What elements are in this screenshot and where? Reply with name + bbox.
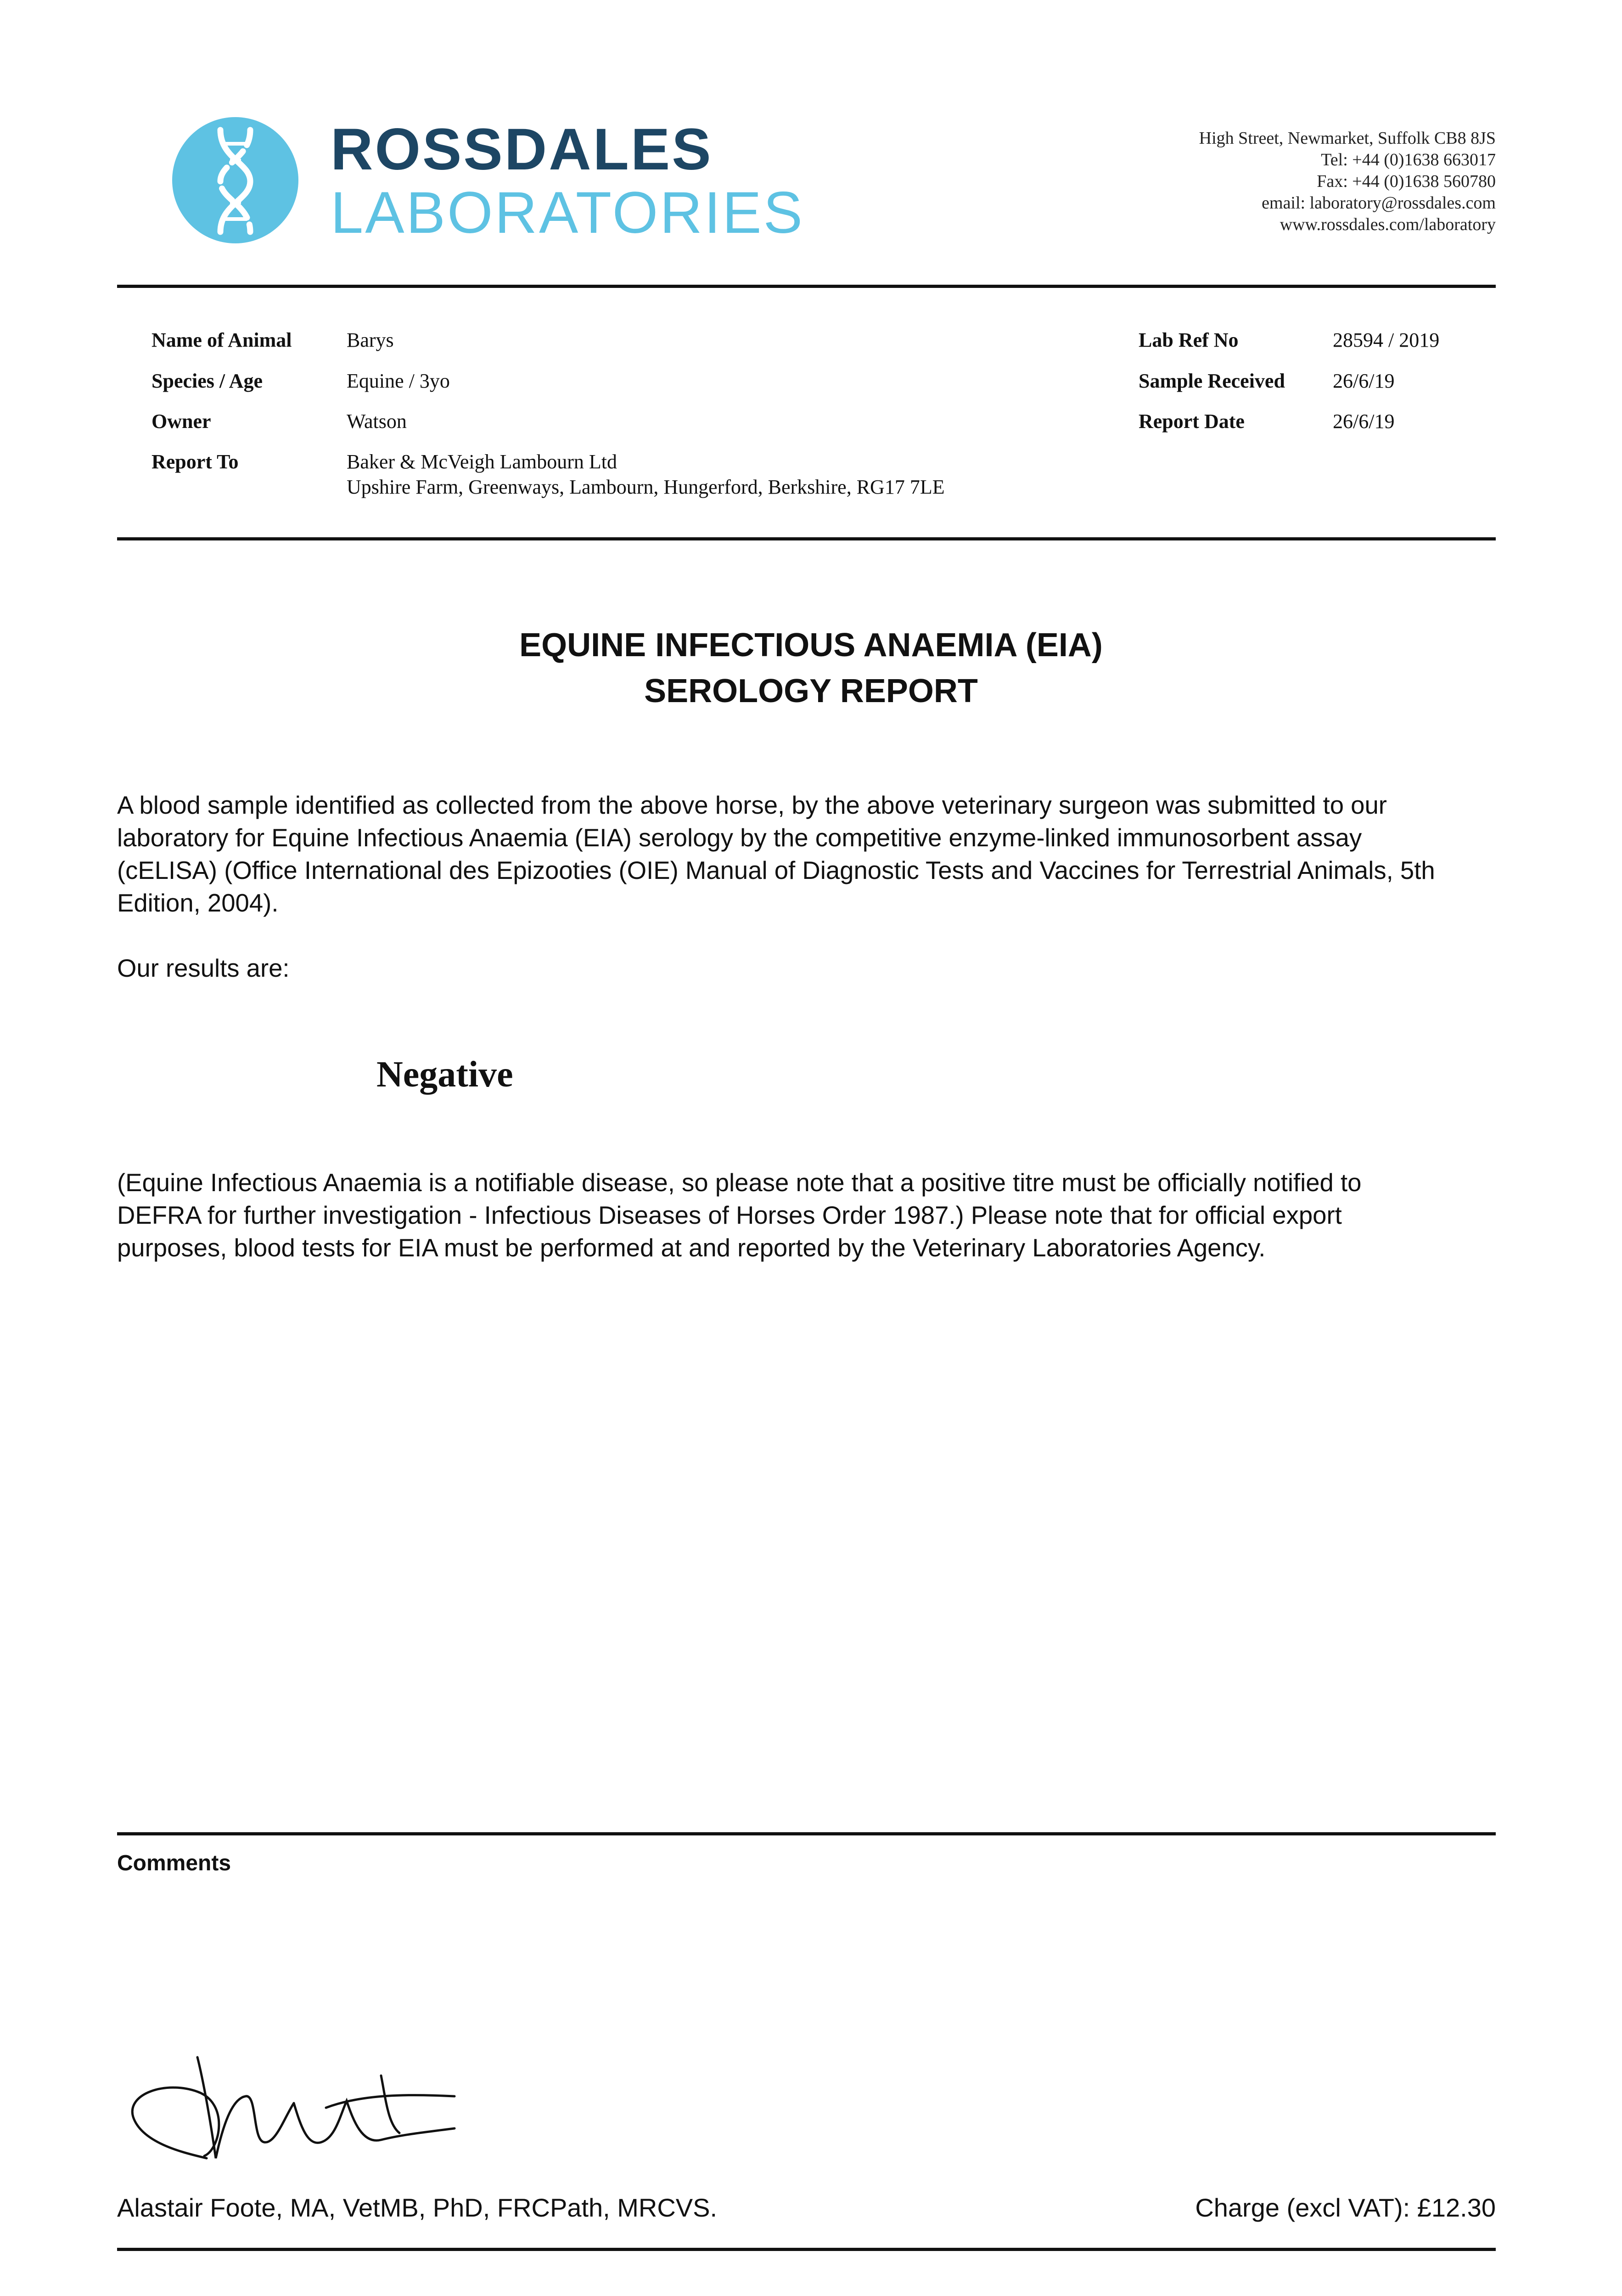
report-title-line2: SEROLOGY REPORT bbox=[644, 673, 978, 709]
sample-received-label: Sample Received bbox=[1139, 370, 1285, 392]
test-result: Negative bbox=[376, 1054, 513, 1095]
comments-divider bbox=[117, 1832, 1496, 1835]
contact-fax: Fax: +44 (0)1638 560780 bbox=[1317, 172, 1496, 191]
contact-website: www.rossdales.com/laboratory bbox=[1280, 215, 1496, 234]
report-title bbox=[0, 622, 1622, 714]
signature bbox=[124, 2048, 473, 2170]
report-to-label: Report To bbox=[152, 450, 239, 473]
note-line: (Equine Infectious Anaemia is a notifiable disease, so please note that a positive titre must be officially notified to bbox=[117, 1169, 1362, 1197]
footer-divider bbox=[117, 2248, 1496, 2251]
report-title-line1: EQUINE INFECTIOUS ANAEMIA (EIA) bbox=[519, 627, 1103, 664]
brand-subname: LABORATORIES bbox=[331, 180, 804, 246]
brand-logo-text bbox=[331, 117, 804, 246]
contact-address: High Street, Newmarket, Suffolk CB8 8JS bbox=[1199, 129, 1496, 148]
header-divider bbox=[117, 285, 1496, 288]
comments-label: Comments bbox=[117, 1851, 231, 1875]
intro-line: (cELISA) (Office International des Epizooties (OIE) Manual of Diagnostic Tests and Vaccines for Terrestrial Animals, 5th bbox=[117, 856, 1435, 884]
report-date-label: Report Date bbox=[1139, 410, 1245, 433]
lab-ref-label: Lab Ref No bbox=[1139, 329, 1239, 351]
name-of-animal-label: Name of Animal bbox=[152, 329, 292, 351]
name-of-animal-value: Barys bbox=[347, 329, 394, 351]
species-age-value: Equine / 3yo bbox=[347, 370, 450, 392]
contact-block bbox=[1199, 128, 1496, 236]
note-line: DEFRA for further investigation - Infectious Diseases of Horses Order 1987.) Please note that for official export bbox=[117, 1201, 1342, 1229]
sample-received-value: 26/6/19 bbox=[1333, 370, 1395, 392]
report-date-value: 26/6/19 bbox=[1333, 410, 1395, 433]
brand-name: ROSSDALES bbox=[331, 117, 713, 182]
signatory-name: Alastair Foote, MA, VetMB, PhD, FRCPath, MRCVS. bbox=[117, 2193, 718, 2222]
details-divider bbox=[117, 537, 1496, 540]
notifiable-note bbox=[117, 1166, 1496, 1264]
charge-amount: Charge (excl VAT): £12.30 bbox=[1195, 2193, 1496, 2222]
contact-email: email: laboratory@rossdales.com bbox=[1262, 193, 1496, 213]
intro-paragraph bbox=[117, 789, 1496, 919]
dna-helix-icon bbox=[172, 117, 298, 243]
contact-tel: Tel: +44 (0)1638 663017 bbox=[1321, 150, 1496, 169]
intro-line: Edition, 2004). bbox=[117, 889, 279, 917]
lab-ref-value: 28594 / 2019 bbox=[1333, 329, 1440, 351]
owner-value: Watson bbox=[347, 410, 407, 433]
intro-line: laboratory for Equine Infectious Anaemia (EIA) serology by the competitive enzyme-linked immunosorbent assay bbox=[117, 824, 1362, 852]
note-line: purposes, blood tests for EIA must be performed at and reported by the Veterinary Laboratories Agency. bbox=[117, 1234, 1266, 1262]
report-to-name: Baker & McVeigh Lambourn Ltd bbox=[347, 450, 617, 473]
owner-label: Owner bbox=[152, 410, 211, 433]
intro-line: A blood sample identified as collected from the above horse, by the above veterinary surgeon was submitted to our bbox=[117, 791, 1387, 819]
results-intro: Our results are: bbox=[117, 954, 290, 982]
report-to-address: Upshire Farm, Greenways, Lambourn, Hungerford, Berkshire, RG17 7LE bbox=[347, 476, 945, 498]
species-age-label: Species / Age bbox=[152, 370, 263, 392]
